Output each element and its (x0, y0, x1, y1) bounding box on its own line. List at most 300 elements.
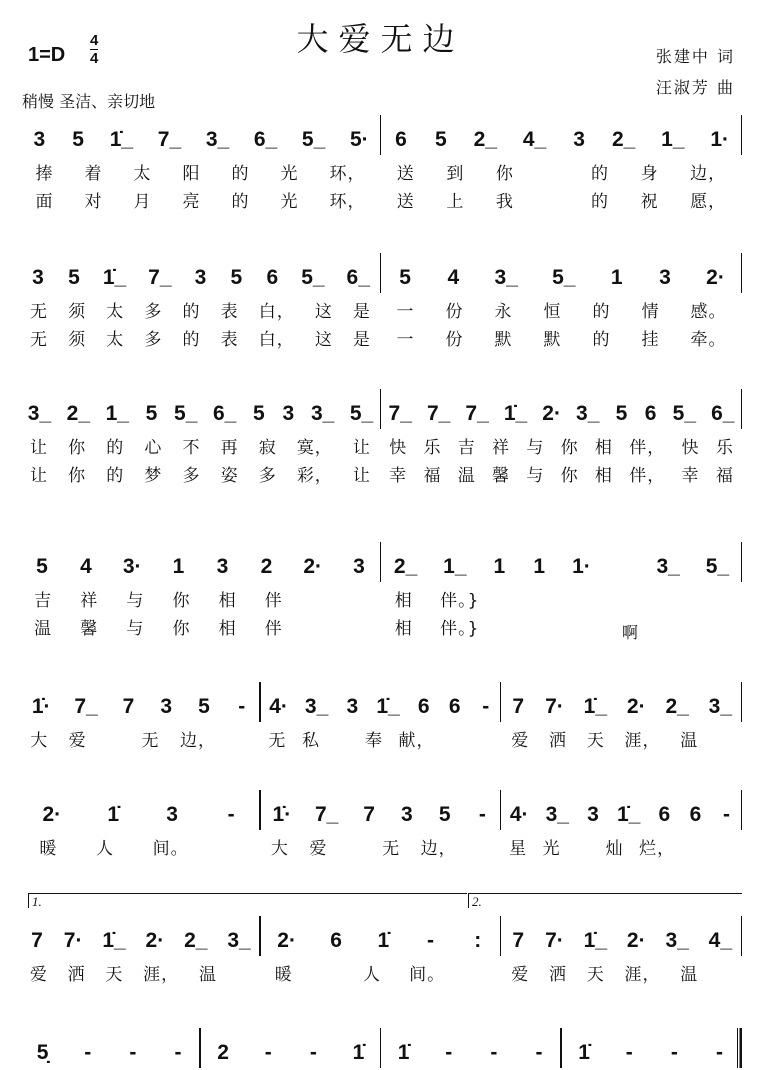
note: 7_ (465, 402, 489, 425)
lyric-syllable: 一 (396, 301, 415, 322)
lyric-syllable: 着 (84, 163, 103, 184)
note: 7 (31, 929, 43, 952)
note: 2 (217, 1041, 229, 1064)
lyric-syllable: 情 (641, 301, 660, 322)
lyric-syllable: 馨 (492, 465, 511, 486)
note: 6 (689, 803, 702, 826)
lyric-syllable: 光 (280, 163, 299, 184)
lyric-syllable: 天 (586, 730, 605, 751)
lyric-syllable: 感。 (690, 301, 727, 322)
note: 7_ (148, 266, 172, 289)
staff-system (20, 690, 742, 752)
lyric-syllable: 身 (640, 163, 659, 184)
note: 4· (269, 695, 288, 718)
lyric-line (20, 958, 261, 986)
lyric-syllable: 祥 (492, 437, 511, 458)
volta-second-ending: 2. (468, 893, 742, 908)
lyric-syllable: 面 (35, 191, 54, 212)
note: 5 (145, 402, 158, 425)
note: 7· (545, 929, 564, 952)
staff-system (20, 261, 742, 351)
note: - (445, 1041, 453, 1064)
note: 4 (447, 266, 460, 289)
lyric-syllable: 不 (182, 437, 201, 458)
lyric-syllable: 伴， (629, 437, 666, 458)
lyric-syllable: 爱 (29, 964, 48, 985)
lyric-syllable: 的 (592, 329, 611, 350)
note: 1_ (661, 128, 685, 151)
lyric-line (501, 832, 742, 860)
note: 3 (401, 803, 413, 826)
staff-system (20, 798, 742, 860)
bar-line (737, 1028, 742, 1068)
note: 1̇· (31, 695, 51, 718)
lyric-syllable: 涯， (624, 964, 661, 985)
note: 2· (706, 266, 725, 289)
lyric-syllable: 边， (420, 838, 457, 859)
lyric-line (501, 724, 742, 752)
lyric-line (261, 724, 502, 752)
note: 6 (330, 929, 342, 952)
note: 3 (216, 555, 229, 578)
measure (381, 1036, 562, 1070)
measure (381, 397, 742, 487)
note-row (381, 261, 742, 295)
lyric-line (381, 185, 742, 213)
note: 1̇_ (583, 695, 608, 718)
note-row (20, 798, 261, 832)
note: 2_ (611, 128, 636, 151)
lyric-syllable: 相 (394, 590, 413, 611)
song-title: 大爱无边 (296, 20, 465, 58)
lyric-line (501, 958, 742, 986)
lyric-line (381, 295, 742, 323)
lyric-syllable: 无 (30, 301, 49, 322)
lyric-syllable: 祝 (640, 191, 659, 212)
note: 7_ (315, 803, 339, 826)
note: 3_ (310, 402, 335, 425)
note: 6 (395, 128, 407, 151)
lyric-syllable: 你 (172, 590, 191, 611)
composer-credit: 汪淑芳 曲 (655, 78, 735, 97)
note: 6_ (212, 402, 237, 425)
lyric-line (20, 295, 381, 323)
note: 5 (230, 266, 243, 289)
measure (20, 550, 381, 640)
note: 1̇_ (376, 695, 400, 718)
lyric-syllable: 亮 (182, 191, 201, 212)
lyric-syllable: 多 (144, 329, 163, 350)
lyric-syllable: 人 (362, 964, 381, 985)
lyric-syllable: 光 (280, 191, 299, 212)
lyric-syllable: 多 (144, 301, 163, 322)
note: 5· (349, 128, 369, 151)
lyric-syllable: 暖 (274, 964, 293, 985)
note: 1· (710, 128, 730, 151)
note: 1_ (443, 555, 467, 578)
lyric-syllable: 相 (218, 618, 237, 639)
lyric-syllable: 快 (681, 437, 700, 458)
lyric-syllable: 份 (445, 329, 464, 350)
note: 1 (533, 555, 546, 578)
note-row (261, 690, 502, 724)
note: 3 (353, 555, 365, 578)
lyric-syllable: 的 (231, 191, 250, 212)
note: 3_ (494, 266, 518, 289)
lyric-syllable: 你 (68, 437, 87, 458)
lyric-syllable: 心 (144, 437, 163, 458)
lyric-syllable: 对 (84, 191, 103, 212)
lyric-syllable: 多 (258, 465, 277, 486)
lyric-syllable: 让 (30, 465, 49, 486)
lyric-syllable: 太 (106, 301, 125, 322)
note-row (381, 1036, 562, 1070)
note: 7 (512, 929, 525, 952)
note: 3_ (665, 929, 689, 952)
note: 5_ (349, 402, 374, 425)
lyric-syllable: 你 (560, 465, 579, 486)
measure (20, 1036, 201, 1070)
lyric-syllable: 与 (526, 437, 545, 458)
lyric-syllable: 多 (182, 465, 201, 486)
lyric-syllable: 无 (382, 838, 401, 859)
note: 1 (493, 555, 506, 578)
lyric-syllable: 是 (352, 329, 371, 350)
note: 6 (644, 402, 657, 425)
lyric-syllable: 愿， (690, 191, 727, 212)
lyric-syllable: 永 (494, 301, 513, 322)
lyric-syllable: 的 (591, 163, 610, 184)
note: 3 (282, 402, 295, 425)
note: 1̇_ (503, 402, 528, 425)
lyric-syllable: 让 (30, 437, 49, 458)
measure (20, 261, 381, 351)
lyric-syllable: 伴。} (440, 618, 480, 639)
note: 1 (172, 555, 185, 578)
lyric-line (381, 323, 742, 351)
lyricist-credit: 张建中 词 (655, 47, 735, 66)
lyric-line (381, 157, 742, 185)
lyric-syllable: 烂， (639, 838, 676, 859)
lyric-line (20, 584, 381, 612)
note: - (309, 1041, 317, 1064)
bar-line (741, 682, 743, 722)
lyric-syllable: 爱 (309, 838, 328, 859)
lyric-syllable: 的 (592, 301, 611, 322)
staff-system (20, 1036, 742, 1070)
lyric-syllable: 温 (680, 964, 699, 985)
lyric-syllable: 你 (172, 618, 191, 639)
note: 7_ (157, 128, 182, 151)
note: 4 (80, 555, 92, 578)
note: - (490, 1041, 498, 1064)
note: 3_ (708, 695, 733, 718)
lyric-syllable: 的 (106, 437, 125, 458)
bar-line (741, 115, 743, 155)
lyric-syllable: 献， (398, 730, 435, 751)
note: 4_ (522, 128, 547, 151)
note: 6_ (711, 402, 735, 425)
staff-system (20, 924, 742, 986)
bar-line (741, 389, 743, 429)
note: 5_ (705, 555, 730, 578)
lyric-syllable: 的 (182, 329, 201, 350)
lyric-syllable: 奉 (364, 730, 383, 751)
lyric-syllable: 间。 (152, 838, 189, 859)
lyric-line (261, 958, 502, 986)
note: 3 (659, 266, 671, 289)
lyric-syllable: 挂 (641, 329, 660, 350)
lyric-syllable: 乐 (423, 437, 442, 458)
note: 2_ (473, 128, 497, 151)
measure (261, 690, 502, 752)
staff-system (20, 397, 742, 487)
note-row (20, 550, 381, 584)
note: - (535, 1041, 543, 1064)
lyric-syllable: 天 (586, 964, 605, 985)
note: 3_ (205, 128, 230, 151)
note: 5 (68, 266, 80, 289)
note-row (501, 798, 742, 832)
lyric-syllable: 太 (106, 329, 125, 350)
measure (381, 261, 742, 351)
note: 7_ (426, 402, 451, 425)
lyric-syllable: 涯， (624, 730, 661, 751)
note: 3_ (304, 695, 329, 718)
bar-line (741, 542, 743, 582)
note: 1̇_ (109, 128, 134, 151)
measure (381, 123, 742, 213)
note: 5_ (552, 266, 576, 289)
lyric-syllable: 环， (329, 191, 366, 212)
key-signature: 1=D (28, 44, 66, 66)
lyric-line (20, 459, 381, 487)
note: 5 (399, 266, 411, 289)
note: 1_ (105, 402, 129, 425)
note-row (20, 690, 261, 724)
lyric-line (261, 832, 502, 860)
note: 2_ (665, 695, 689, 718)
note: 4· (509, 803, 529, 826)
note: 1̇_ (583, 929, 608, 952)
lyric-syllable: 我 (495, 191, 514, 212)
lyric-syllable: 伴。} (440, 590, 480, 611)
note: 1̇_ (102, 266, 127, 289)
lyric-syllable: 幸 (389, 465, 408, 486)
note-row (381, 550, 742, 584)
note: 6 (448, 695, 461, 718)
lyric-syllable: 的 (231, 163, 250, 184)
lyric-syllable: 祥 (80, 590, 99, 611)
note: 2_ (184, 929, 208, 952)
note: 7· (545, 695, 564, 718)
lyric-line (20, 185, 381, 213)
lyric-syllable: 再 (220, 437, 239, 458)
note: - (482, 695, 490, 718)
lyric-syllable: 与 (126, 590, 145, 611)
lyric-syllable: 洒 (67, 964, 86, 985)
lyric-syllable: 温 (680, 730, 699, 751)
lyric-syllable: 伴 (264, 590, 283, 611)
lyric-syllable: 福 (423, 465, 442, 486)
lyric-syllable: 温 (34, 618, 53, 639)
lyric-syllable: 相 (218, 590, 237, 611)
lyric-line (20, 157, 381, 185)
lyric-syllable: 姿 (220, 465, 239, 486)
tempo-marking: 稍慢 圣洁、亲切地 (22, 92, 156, 111)
lyric-syllable: 寞， (296, 437, 333, 458)
note: 5_ (174, 402, 198, 425)
note: 3· (122, 555, 142, 578)
lyric-syllable: 伴， (629, 465, 666, 486)
note: : (474, 929, 482, 952)
measure (381, 550, 742, 640)
lyric-syllable: 牵。 (690, 329, 727, 350)
lyric-syllable: 灿 (605, 838, 624, 859)
note: - (715, 1041, 723, 1064)
note: 5 (615, 402, 628, 425)
measure (20, 924, 261, 986)
note: - (625, 1041, 633, 1064)
note: 2_ (393, 555, 418, 578)
note: 5̣ (36, 1041, 49, 1064)
note: 1̇_ (617, 803, 641, 826)
note: 5_ (301, 128, 326, 151)
note: 4_ (708, 929, 733, 952)
measure (261, 798, 502, 860)
note: 7_ (74, 695, 98, 718)
note: 3_ (27, 402, 52, 425)
lyric-syllable: 相 (594, 465, 613, 486)
note: - (84, 1041, 92, 1064)
note: 1· (572, 555, 591, 578)
lyric-line (381, 584, 742, 612)
note: 5_ (672, 402, 696, 425)
lyric-syllable: 爱 (511, 964, 530, 985)
note: 7 (512, 695, 525, 718)
note: 7_ (388, 402, 412, 425)
note: 6_ (253, 128, 278, 151)
staff-system (20, 123, 742, 213)
lyric-syllable: 相 (594, 437, 613, 458)
lyric-syllable: 天 (105, 964, 124, 985)
note: 7 (122, 695, 135, 718)
interjection-text: 啊 (622, 623, 639, 642)
note-row (261, 924, 502, 958)
lyric-syllable: 人 (95, 838, 114, 859)
lyric-syllable: 环， (329, 163, 366, 184)
note: 3 (587, 803, 599, 826)
note: 1̇_ (102, 929, 126, 952)
lyric-syllable: 这 (314, 329, 333, 350)
note: 2· (626, 929, 646, 952)
note-row (20, 123, 381, 157)
note: 5 (36, 555, 48, 578)
lyric-syllable: 默 (494, 329, 513, 350)
note: 2· (542, 402, 561, 425)
note-row (201, 1036, 382, 1070)
lyric-syllable: 上 (446, 191, 465, 212)
measure (20, 798, 261, 860)
note: 3 (166, 803, 178, 826)
note: 1̇ (107, 803, 119, 826)
measure (201, 1036, 382, 1070)
note-row (501, 690, 742, 724)
lyric-syllable: 吉 (457, 437, 476, 458)
note: 5 (434, 128, 447, 151)
lyric-syllable: 表 (220, 329, 239, 350)
lyric-syllable: 彩， (296, 465, 333, 486)
bar-line (741, 790, 743, 830)
lyric-syllable: 馨 (80, 618, 99, 639)
note: - (670, 1041, 678, 1064)
time-denominator: 4 (90, 50, 99, 67)
lyric-syllable: 须 (68, 301, 87, 322)
note: - (129, 1041, 137, 1064)
lyric-syllable: 快 (389, 437, 408, 458)
measure (20, 690, 261, 752)
time-numerator: 4 (90, 32, 99, 49)
lyric-syllable: 吉 (34, 590, 53, 611)
note: 1̇· (272, 803, 292, 826)
lyric-syllable: 无 (30, 329, 49, 350)
lyric-syllable: 一 (396, 329, 415, 350)
measure (501, 798, 742, 860)
lyric-syllable: 边， (179, 730, 216, 751)
lyric-syllable: 太 (133, 163, 152, 184)
lyric-syllable: 温 (198, 964, 217, 985)
measure (20, 123, 381, 213)
note: - (227, 803, 235, 826)
note: 3 (346, 695, 359, 718)
lyric-line (381, 459, 742, 487)
lyric-syllable: 幸 (681, 465, 700, 486)
lyric-syllable: 是 (352, 301, 371, 322)
measure (20, 397, 381, 487)
lyric-line (20, 724, 261, 752)
lyric-line (20, 431, 381, 459)
lyric-syllable: 的 (106, 465, 125, 486)
lyric-syllable: 恒 (543, 301, 562, 322)
lyric-syllable: 须 (68, 329, 87, 350)
lyric-syllable: 大 (270, 838, 289, 859)
note: 1̇ (578, 1041, 590, 1064)
lyric-syllable: 月 (133, 191, 152, 212)
note: 2· (626, 695, 646, 718)
measure (501, 690, 742, 752)
note-row (381, 123, 742, 157)
lyric-syllable: 与 (126, 618, 145, 639)
note: 5 (253, 402, 265, 425)
note: 3_ (576, 402, 600, 425)
note: 6 (266, 266, 279, 289)
note: 5 (72, 128, 84, 151)
lyric-syllable: 份 (445, 301, 464, 322)
note-row (20, 397, 381, 431)
lyric-syllable: 送 (396, 163, 415, 184)
note: 2· (303, 555, 323, 578)
lyric-syllable: 洒 (548, 964, 567, 985)
note-row (20, 924, 261, 958)
lyric-syllable: 伴 (264, 618, 283, 639)
note-row (20, 1036, 201, 1070)
note: 3_ (227, 929, 251, 952)
note: 2_ (66, 402, 91, 425)
note: 3 (160, 695, 173, 718)
lyric-syllable: 白， (258, 329, 295, 350)
lyric-syllable: 相 (394, 618, 413, 639)
note: 5 (438, 803, 451, 826)
